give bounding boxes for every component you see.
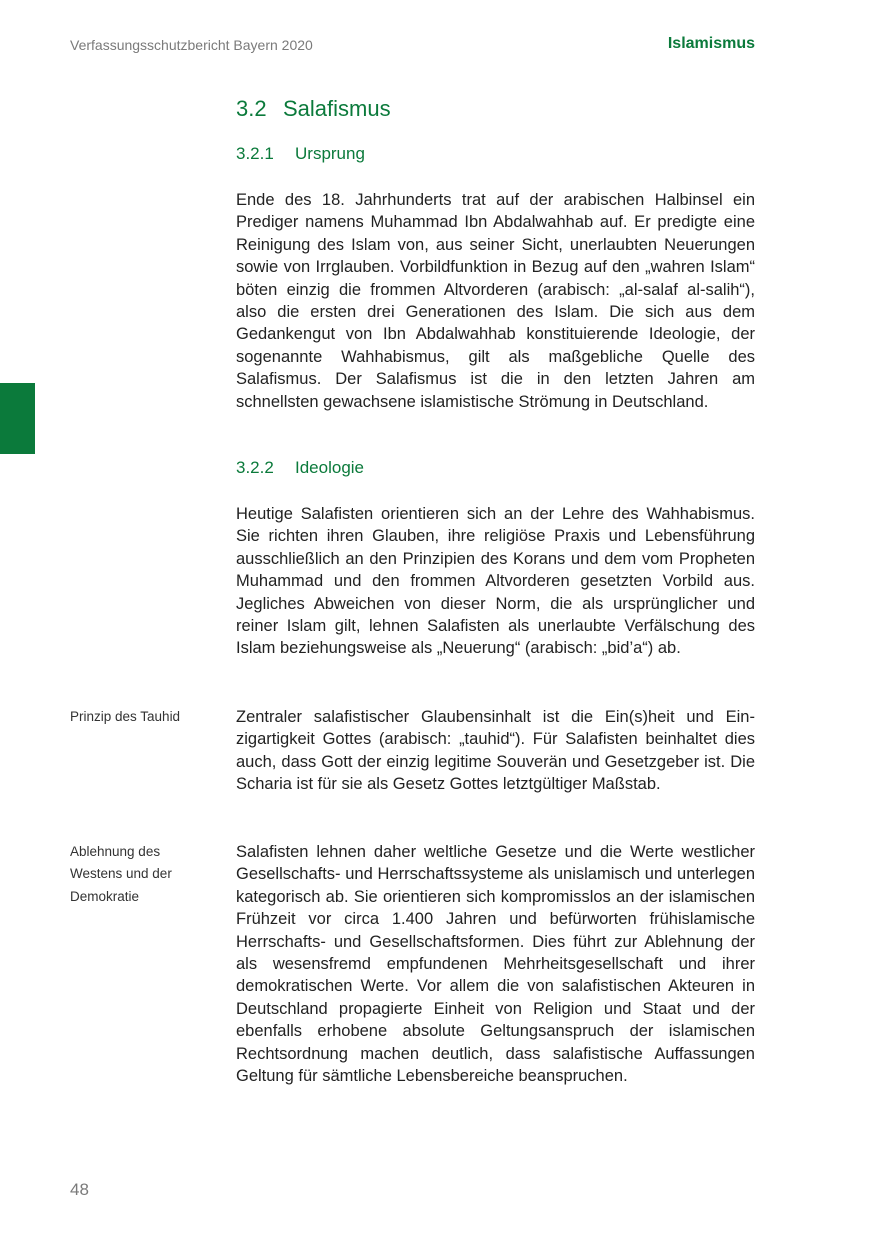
margin-note-line: Westens und der (70, 866, 172, 882)
margin-note-tauhid: Prinzip des Tauhid (70, 709, 181, 724)
subsection-heading-ideologie (236, 458, 364, 478)
subsection-title: Ursprung (295, 144, 365, 163)
section-title: Salafismus (283, 96, 391, 121)
paragraph-ursprung: Ende des 18. Jahrhunderts trat auf der arabischen Halbinsel ein Prediger namens Muhammad Ibn Abdalwahhab auf. Er predigte eine Reinigung des Islam von, aus seiner Sicht, unerlaubten Neuerungen sowie von Irrglauben. Vorbildfunktion in Bezug auf den „wahren Islam“ böten einzig die frommen Altvorderen (arabisch: „al-salaf al-salih“), also die ersten drei Generationen des Islam. Die sich aus dem Gedankengut von Ibn Abdalwahhab konstituierende Ideologie, der sogenannte Wahhabismus, gilt als maßgebliche Quelle des Salafismus. Der Salafismus ist die in den letzten Jahren am schnellsten gewachsene islamistische Strömung in Deutschland. (236, 191, 755, 411)
section-number: 3.2 (236, 96, 267, 121)
paragraph-ideologie-2: Zentraler salafistischer Glaubensinhalt ist die Ein(s)heit und Einzigartigkeit Gottes (arabisch: „tauhid“). Für Salafisten beinhaltet dies auch, dass Gott der einzig legitime Souverän und Gesetzgeber ist. Die Scharia ist für sie als Gesetz Gottes letztgültiger Maßstab. (236, 708, 755, 794)
page-number: 48 (70, 1180, 89, 1199)
paragraph-ideologie-3: Salafisten lehnen daher weltliche Gesetze und die Werte westlicher Gesellschafts- und Herrschaftssysteme als unislamisch und unterlegen kategorisch ab. Sie orientieren sich kompromisslos an der islamischen Frühzeit vor circa 1.400 Jahren und befürworten frühislamische Herrschafts- und Gesellschaftsformen. Dies führt zur Ablehnung der als wesensfremd empfundenen Mehrheitsgesellschaft und ihrer demokratischen Werte. Vor allem die von salafistischen Akteuren in Deutschland propagierte Einheit von Religion und Staat und der ebenfalls erhobene absolute Geltungsanspruch der islamischen Rechtsordnung machen deutlich, dass salafistische Auffassungen Geltung für sämtliche Lebensbereiche beanspruchen. (236, 843, 755, 1086)
margin-note-line: Demokratie (70, 888, 140, 904)
subsection-number: 3.2.1 (236, 144, 274, 163)
running-head-chapter: Islamismus (667, 35, 755, 52)
subsection-title: Ideologie (295, 458, 365, 477)
chapter-thumb-tab (0, 383, 35, 454)
running-head-title: Verfassungsschutzbericht Bayern 2020 (70, 37, 313, 53)
subsection-heading-ursprung (236, 144, 365, 164)
margin-note-ablehnung (70, 841, 220, 908)
section-heading (236, 96, 391, 122)
paragraph-ideologie-1: Heutige Salafisten orientieren sich an der Lehre des Wahhabismus. Sie richten ihren Glauben, ihre religiöse Praxis und Lebensführung ausschließlich an den Prinzipien des Korans und dem vom Propheten Muhammad und den frommen Altvorderen gesetzten Vorbild aus. Jegliches Abweichen von dieser Norm, die als ursprünglicher und reiner Islam gilt, lehnen Salafisten als unerlaubte Verfälschung des Islam beziehungsweise als „Neuerung“ (arabisch: „bid’a“) ab. (236, 505, 755, 658)
subsection-number: 3.2.2 (236, 458, 274, 477)
margin-note-line: Ablehnung des (70, 844, 161, 859)
